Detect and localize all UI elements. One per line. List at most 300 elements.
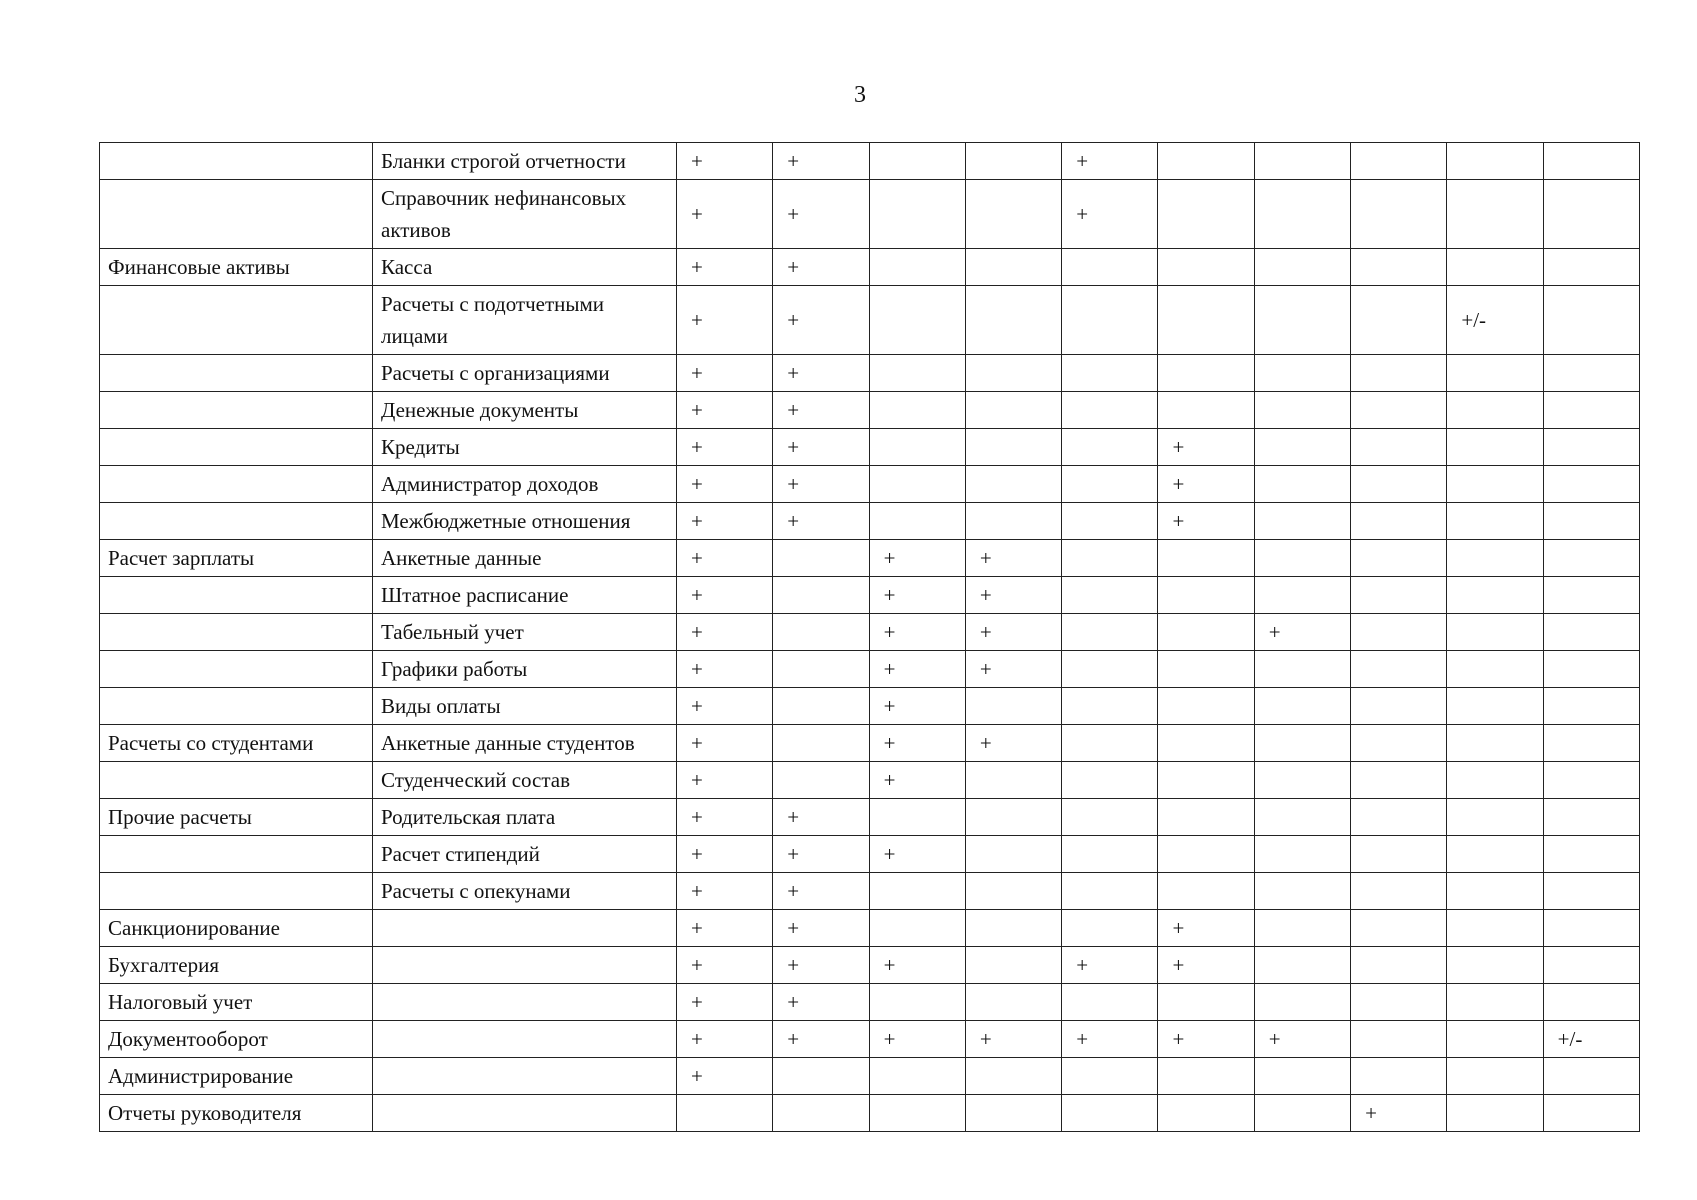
mark-cell: [1351, 355, 1447, 392]
item-cell: [373, 947, 677, 984]
section-cell: [100, 614, 373, 651]
table-row: [100, 466, 1640, 503]
mark-cell: [773, 1058, 869, 1095]
mark-cell: [869, 180, 965, 249]
mark-cell: [1158, 614, 1254, 651]
item-cell: Расчет стипендий: [373, 836, 677, 873]
mark-cell: +: [869, 540, 965, 577]
mark-cell: [1254, 984, 1350, 1021]
section-cell: [100, 688, 373, 725]
mark-cell: [869, 873, 965, 910]
mark-cell: [1351, 466, 1447, 503]
mark-cell: +: [965, 614, 1061, 651]
item-cell: Кредиты: [373, 429, 677, 466]
mark-cell: [1254, 180, 1350, 249]
mark-cell: +: [869, 688, 965, 725]
mark-cell: [965, 503, 1061, 540]
mark-cell: [869, 799, 965, 836]
mark-cell: +: [1351, 1095, 1447, 1132]
table-row: [100, 286, 1640, 355]
mark-cell: [1447, 688, 1543, 725]
mark-cell: [1543, 143, 1639, 180]
mark-cell: [869, 249, 965, 286]
mark-cell: [965, 836, 1061, 873]
mark-cell: +: [869, 1021, 965, 1058]
mark-cell: [965, 392, 1061, 429]
section-cell: [100, 651, 373, 688]
mark-cell: [965, 984, 1061, 1021]
item-cell: Денежные документы: [373, 392, 677, 429]
mark-cell: +: [1062, 180, 1158, 249]
mark-cell: [1351, 984, 1447, 1021]
mark-cell: [1447, 249, 1543, 286]
mark-cell: +: [773, 143, 869, 180]
mark-cell: [1447, 466, 1543, 503]
mark-cell: [1351, 577, 1447, 614]
mark-cell: [1062, 651, 1158, 688]
mark-cell: [1254, 286, 1350, 355]
mark-cell: [1447, 984, 1543, 1021]
mark-cell: +: [965, 651, 1061, 688]
section-cell: [100, 873, 373, 910]
mark-cell: [965, 143, 1061, 180]
mark-cell: [1543, 1095, 1639, 1132]
mark-cell: [965, 429, 1061, 466]
mark-cell: +: [677, 614, 773, 651]
item-cell: Графики работы: [373, 651, 677, 688]
mark-cell: [773, 688, 869, 725]
mark-cell: [1543, 286, 1639, 355]
mark-cell: +: [965, 540, 1061, 577]
mark-cell: +: [677, 180, 773, 249]
mark-cell: [965, 466, 1061, 503]
section-cell: Санкционирование: [100, 910, 373, 947]
item-cell: Студенческий состав: [373, 762, 677, 799]
mark-cell: [1447, 799, 1543, 836]
mark-cell: [965, 180, 1061, 249]
mark-cell: [1062, 249, 1158, 286]
item-cell: Родительская плата: [373, 799, 677, 836]
mark-cell: [1543, 836, 1639, 873]
mark-cell: +: [965, 1021, 1061, 1058]
mark-cell: [1158, 836, 1254, 873]
section-cell: [100, 143, 373, 180]
table-row: [100, 984, 1640, 1021]
table-row: [100, 910, 1640, 947]
mark-cell: +: [677, 503, 773, 540]
mark-cell: [1158, 355, 1254, 392]
mark-cell: [1062, 1058, 1158, 1095]
mark-cell: [1543, 762, 1639, 799]
mark-cell: +: [677, 799, 773, 836]
mark-cell: +: [677, 984, 773, 1021]
mark-cell: [1447, 355, 1543, 392]
mark-cell: [1543, 503, 1639, 540]
mark-cell: [869, 466, 965, 503]
mark-cell: [1543, 725, 1639, 762]
item-cell: Анкетные данные: [373, 540, 677, 577]
mark-cell: [1351, 180, 1447, 249]
mark-cell: [1351, 651, 1447, 688]
mark-cell: +/-: [1447, 286, 1543, 355]
mark-cell: [1158, 577, 1254, 614]
table-row: [100, 540, 1640, 577]
table-row: [100, 355, 1640, 392]
mark-cell: [1351, 762, 1447, 799]
mark-cell: [965, 249, 1061, 286]
mark-cell: [1543, 392, 1639, 429]
item-cell: Расчеты с подотчетными лицами: [373, 286, 677, 355]
section-cell: Администрирование: [100, 1058, 373, 1095]
mark-cell: [1158, 984, 1254, 1021]
mark-cell: [965, 286, 1061, 355]
mark-cell: +: [677, 762, 773, 799]
table-row: [100, 180, 1640, 249]
mark-cell: [1254, 249, 1350, 286]
mark-cell: [1254, 762, 1350, 799]
section-cell: Прочие расчеты: [100, 799, 373, 836]
table-row: [100, 249, 1640, 286]
mark-cell: +: [677, 466, 773, 503]
mark-cell: [1447, 614, 1543, 651]
mark-cell: [1062, 799, 1158, 836]
mark-cell: [1062, 614, 1158, 651]
mark-cell: [1351, 799, 1447, 836]
mark-cell: [1351, 503, 1447, 540]
item-cell: [373, 1021, 677, 1058]
mark-cell: [1543, 651, 1639, 688]
mark-cell: +: [773, 429, 869, 466]
mark-cell: [1543, 1058, 1639, 1095]
section-cell: Расчеты со студентами: [100, 725, 373, 762]
item-cell: Расчеты с организациями: [373, 355, 677, 392]
mark-cell: [965, 873, 1061, 910]
mark-cell: [965, 1095, 1061, 1132]
mark-cell: [869, 392, 965, 429]
section-cell: [100, 286, 373, 355]
mark-cell: [1447, 873, 1543, 910]
table-body: [100, 143, 1640, 1132]
mark-cell: [1254, 429, 1350, 466]
mark-cell: +: [869, 651, 965, 688]
item-cell: Анкетные данные студентов: [373, 725, 677, 762]
mark-cell: +: [677, 577, 773, 614]
section-cell: [100, 503, 373, 540]
mark-cell: +: [677, 143, 773, 180]
mark-cell: [1254, 651, 1350, 688]
mark-cell: +: [773, 799, 869, 836]
mark-cell: [1062, 910, 1158, 947]
mark-cell: [1254, 466, 1350, 503]
mark-cell: +: [677, 355, 773, 392]
mark-cell: [1062, 1095, 1158, 1132]
mark-cell: [1351, 947, 1447, 984]
table-row: [100, 503, 1640, 540]
table-row: [100, 1058, 1640, 1095]
mark-cell: [677, 1095, 773, 1132]
mark-cell: [1351, 429, 1447, 466]
mark-cell: [1254, 392, 1350, 429]
mark-cell: [1351, 614, 1447, 651]
mark-cell: +: [773, 873, 869, 910]
mark-cell: [1158, 725, 1254, 762]
mark-cell: [773, 540, 869, 577]
mark-cell: +: [773, 355, 869, 392]
mark-cell: +: [677, 1058, 773, 1095]
table-row: [100, 651, 1640, 688]
mark-cell: [1062, 836, 1158, 873]
section-cell: Документооборот: [100, 1021, 373, 1058]
mark-cell: [1254, 577, 1350, 614]
mark-cell: [1351, 688, 1447, 725]
mark-cell: [1447, 503, 1543, 540]
mark-cell: [1158, 688, 1254, 725]
mark-cell: +: [869, 836, 965, 873]
item-cell: Администратор доходов: [373, 466, 677, 503]
page-number: 3: [854, 82, 866, 108]
mark-cell: +: [1158, 910, 1254, 947]
table-row: [100, 725, 1640, 762]
mark-cell: +: [773, 947, 869, 984]
mark-cell: [1543, 614, 1639, 651]
mark-cell: [1062, 286, 1158, 355]
mark-cell: [1351, 1058, 1447, 1095]
mark-cell: [965, 355, 1061, 392]
mark-cell: [1447, 651, 1543, 688]
mark-cell: [1447, 143, 1543, 180]
mark-cell: [965, 762, 1061, 799]
mark-cell: [1062, 429, 1158, 466]
mark-cell: [1543, 180, 1639, 249]
section-cell: Отчеты руководителя: [100, 1095, 373, 1132]
mark-cell: +: [677, 651, 773, 688]
mark-cell: [869, 503, 965, 540]
table-row: [100, 1095, 1640, 1132]
mark-cell: +: [773, 286, 869, 355]
mark-cell: +: [773, 984, 869, 1021]
table-row: [100, 614, 1640, 651]
mark-cell: [1062, 540, 1158, 577]
table-row: [100, 799, 1640, 836]
mark-cell: [1158, 762, 1254, 799]
mark-cell: [1062, 873, 1158, 910]
mark-cell: [965, 799, 1061, 836]
mark-cell: [1543, 688, 1639, 725]
section-cell: [100, 577, 373, 614]
mark-cell: [869, 143, 965, 180]
mark-cell: [1254, 873, 1350, 910]
mark-cell: +: [1158, 1021, 1254, 1058]
mark-cell: [869, 984, 965, 1021]
mark-cell: +: [773, 1021, 869, 1058]
mark-cell: [1254, 143, 1350, 180]
mark-cell: +: [773, 836, 869, 873]
table-row: [100, 577, 1640, 614]
mark-cell: [1062, 355, 1158, 392]
mark-cell: [965, 910, 1061, 947]
mark-cell: [773, 651, 869, 688]
mark-cell: [1543, 429, 1639, 466]
mark-cell: [1254, 799, 1350, 836]
mark-cell: [773, 577, 869, 614]
mark-cell: [1062, 577, 1158, 614]
mark-cell: +: [773, 180, 869, 249]
mark-cell: +: [869, 614, 965, 651]
mark-cell: [965, 688, 1061, 725]
mark-cell: [1447, 762, 1543, 799]
mark-cell: [1158, 1058, 1254, 1095]
item-cell: Бланки строгой отчетности: [373, 143, 677, 180]
mark-cell: [1158, 392, 1254, 429]
section-cell: Финансовые активы: [100, 249, 373, 286]
mark-cell: +: [1158, 947, 1254, 984]
item-cell: Справочник нефинансовых активов: [373, 180, 677, 249]
mark-cell: [1351, 725, 1447, 762]
mark-cell: +: [869, 762, 965, 799]
access-matrix-table: [99, 142, 1640, 1132]
mark-cell: +/-: [1543, 1021, 1639, 1058]
mark-cell: +: [773, 249, 869, 286]
table-row: [100, 873, 1640, 910]
mark-cell: [1447, 910, 1543, 947]
mark-cell: +: [1062, 947, 1158, 984]
mark-cell: [1543, 466, 1639, 503]
mark-cell: [1062, 503, 1158, 540]
mark-cell: +: [677, 392, 773, 429]
mark-cell: [1254, 540, 1350, 577]
mark-cell: +: [1062, 143, 1158, 180]
mark-cell: [1543, 249, 1639, 286]
mark-cell: +: [1158, 429, 1254, 466]
mark-cell: +: [677, 873, 773, 910]
mark-cell: [1158, 651, 1254, 688]
mark-cell: +: [773, 503, 869, 540]
mark-cell: +: [1158, 503, 1254, 540]
item-cell: [373, 1095, 677, 1132]
mark-cell: [1158, 286, 1254, 355]
mark-cell: +: [677, 249, 773, 286]
mark-cell: +: [1158, 466, 1254, 503]
mark-cell: [869, 429, 965, 466]
item-cell: Расчеты с опекунами: [373, 873, 677, 910]
item-cell: Межбюджетные отношения: [373, 503, 677, 540]
mark-cell: +: [869, 725, 965, 762]
mark-cell: +: [1062, 1021, 1158, 1058]
mark-cell: +: [677, 429, 773, 466]
mark-cell: [1447, 429, 1543, 466]
mark-cell: [1062, 466, 1158, 503]
mark-cell: +: [1254, 614, 1350, 651]
item-cell: [373, 984, 677, 1021]
mark-cell: [869, 1058, 965, 1095]
mark-cell: +: [1254, 1021, 1350, 1058]
mark-cell: [1254, 688, 1350, 725]
mark-cell: [1351, 286, 1447, 355]
mark-cell: [1254, 1058, 1350, 1095]
section-cell: Бухгалтерия: [100, 947, 373, 984]
table-row: [100, 947, 1640, 984]
mark-cell: +: [773, 466, 869, 503]
mark-cell: [965, 1058, 1061, 1095]
mark-cell: +: [965, 577, 1061, 614]
mark-cell: [1543, 984, 1639, 1021]
mark-cell: [1254, 355, 1350, 392]
mark-cell: +: [965, 725, 1061, 762]
mark-cell: [1543, 577, 1639, 614]
mark-cell: [1254, 725, 1350, 762]
section-cell: [100, 836, 373, 873]
mark-cell: [1254, 503, 1350, 540]
mark-cell: +: [677, 910, 773, 947]
mark-cell: [1158, 249, 1254, 286]
mark-cell: [1062, 725, 1158, 762]
table-row: [100, 429, 1640, 466]
section-cell: Расчет зарплаты: [100, 540, 373, 577]
mark-cell: [1158, 1095, 1254, 1132]
mark-cell: [1543, 873, 1639, 910]
mark-cell: [1351, 873, 1447, 910]
mark-cell: [869, 286, 965, 355]
mark-cell: [1062, 984, 1158, 1021]
section-cell: [100, 762, 373, 799]
table-row: [100, 688, 1640, 725]
mark-cell: +: [677, 688, 773, 725]
mark-cell: +: [677, 286, 773, 355]
mark-cell: [965, 947, 1061, 984]
mark-cell: [1351, 249, 1447, 286]
item-cell: Табельный учет: [373, 614, 677, 651]
mark-cell: [1062, 762, 1158, 799]
mark-cell: [1158, 540, 1254, 577]
mark-cell: [1543, 947, 1639, 984]
mark-cell: [1447, 1095, 1543, 1132]
mark-cell: +: [677, 1021, 773, 1058]
mark-cell: [1447, 577, 1543, 614]
mark-cell: [1351, 910, 1447, 947]
mark-cell: [1447, 180, 1543, 249]
mark-cell: [1447, 725, 1543, 762]
mark-cell: [1447, 1021, 1543, 1058]
mark-cell: +: [677, 725, 773, 762]
mark-cell: [1447, 540, 1543, 577]
mark-cell: [1158, 873, 1254, 910]
mark-cell: [1351, 540, 1447, 577]
table-row: [100, 143, 1640, 180]
mark-cell: [773, 725, 869, 762]
item-cell: [373, 1058, 677, 1095]
table-row: [100, 392, 1640, 429]
mark-cell: +: [677, 836, 773, 873]
mark-cell: [1158, 143, 1254, 180]
section-cell: [100, 392, 373, 429]
mark-cell: [869, 910, 965, 947]
mark-cell: [1158, 799, 1254, 836]
mark-cell: [1062, 688, 1158, 725]
mark-cell: [1351, 392, 1447, 429]
mark-cell: [1447, 947, 1543, 984]
mark-cell: [1062, 392, 1158, 429]
mark-cell: [1543, 355, 1639, 392]
mark-cell: [1543, 799, 1639, 836]
item-cell: Штатное расписание: [373, 577, 677, 614]
mark-cell: [1543, 540, 1639, 577]
mark-cell: [1351, 143, 1447, 180]
mark-cell: [1447, 392, 1543, 429]
mark-cell: +: [869, 577, 965, 614]
table-row: [100, 762, 1640, 799]
mark-cell: [1447, 1058, 1543, 1095]
section-cell: Налоговый учет: [100, 984, 373, 1021]
